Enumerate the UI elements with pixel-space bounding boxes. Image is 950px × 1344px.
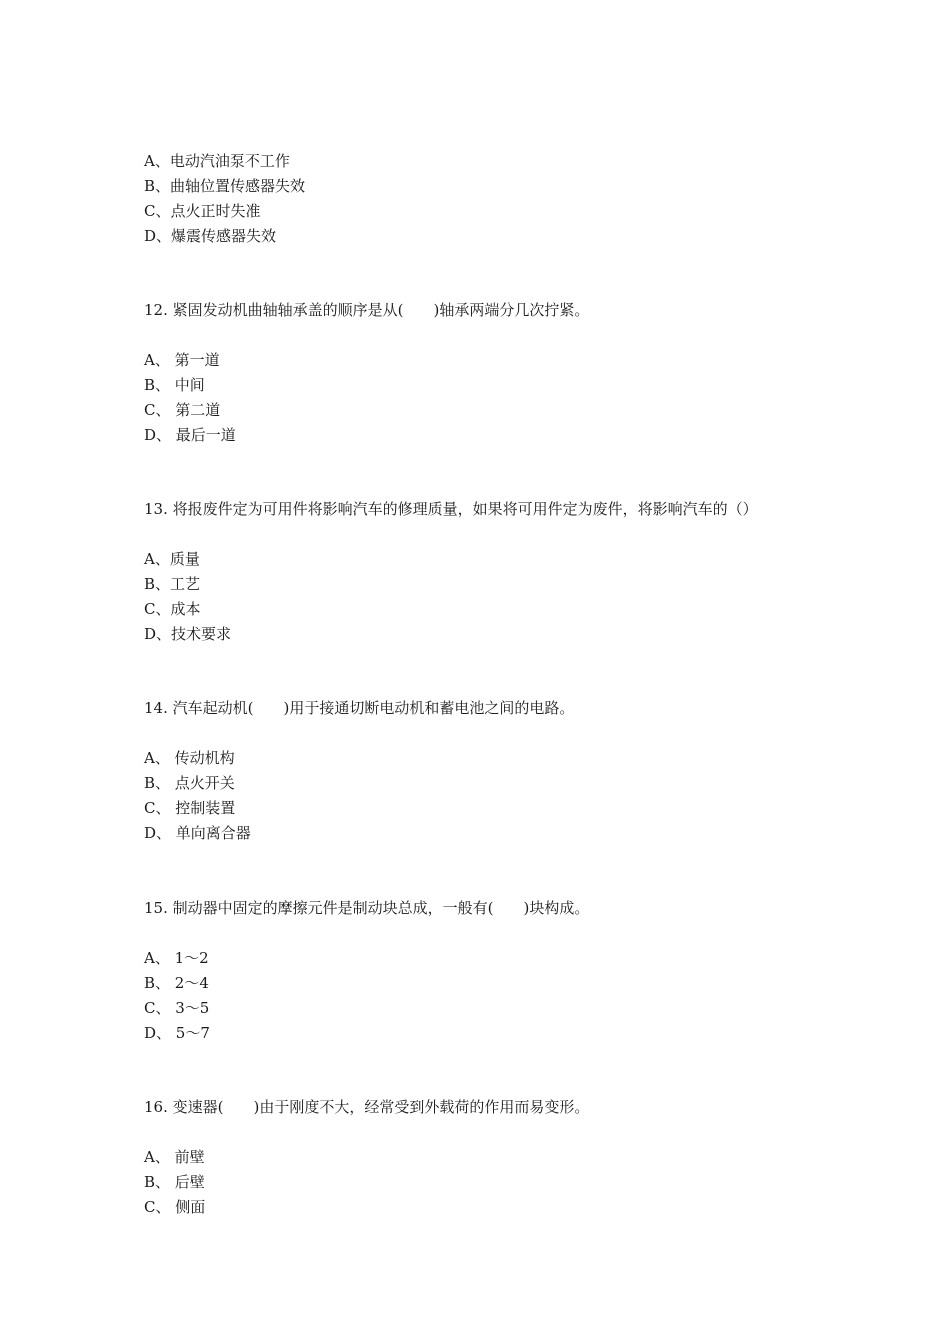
option-line: A、 1～2	[144, 949, 209, 967]
question-stem: 14. 汽车起动机( )用于接通切断电动机和蓄电池之间的电路。	[144, 699, 575, 717]
option-line: B、曲轴位置传感器失效	[144, 177, 306, 195]
option-line: B、 2～4	[144, 974, 209, 992]
question-stem: 15. 制动器中固定的摩擦元件是制动块总成，一般有( )块构成。	[144, 899, 590, 917]
question-stem: 12. 紧固发动机曲轴轴承盖的顺序是从( )轴承两端分几次拧紧。	[144, 301, 590, 319]
option-line: D、爆震传感器失效	[144, 227, 277, 245]
question-stem: 16. 变速器( )由于刚度不大，经常受到外载荷的作用而易变形。	[144, 1098, 590, 1116]
option-line: B、 点火开关	[144, 774, 235, 792]
option-line: C、点火正时失准	[144, 202, 261, 220]
option-line: A、 第一道	[144, 351, 220, 369]
option-line: C、 第二道	[144, 401, 221, 419]
option-line: C、 3～5	[144, 999, 210, 1017]
option-line: B、 后壁	[144, 1173, 205, 1191]
option-line: A、电动汽油泵不工作	[144, 152, 290, 170]
option-line: B、工艺	[144, 575, 201, 593]
option-line: B、 中间	[144, 376, 205, 394]
option-line: D、 5～7	[144, 1024, 210, 1042]
option-line: A、 前壁	[144, 1148, 205, 1166]
option-line: C、 控制装置	[144, 799, 236, 817]
option-line: C、 侧面	[144, 1198, 206, 1216]
option-line: D、技术要求	[144, 625, 232, 643]
question-stem: 13. 将报废件定为可用件将影响汽车的修理质量，如果将可用件定为废件，将影响汽车的（）	[144, 500, 758, 518]
option-line: A、 传动机构	[144, 749, 235, 767]
option-line: A、质量	[144, 550, 200, 568]
option-line: C、成本	[144, 600, 201, 618]
option-line: D、 单向离合器	[144, 824, 251, 842]
option-line: D、 最后一道	[144, 426, 236, 444]
